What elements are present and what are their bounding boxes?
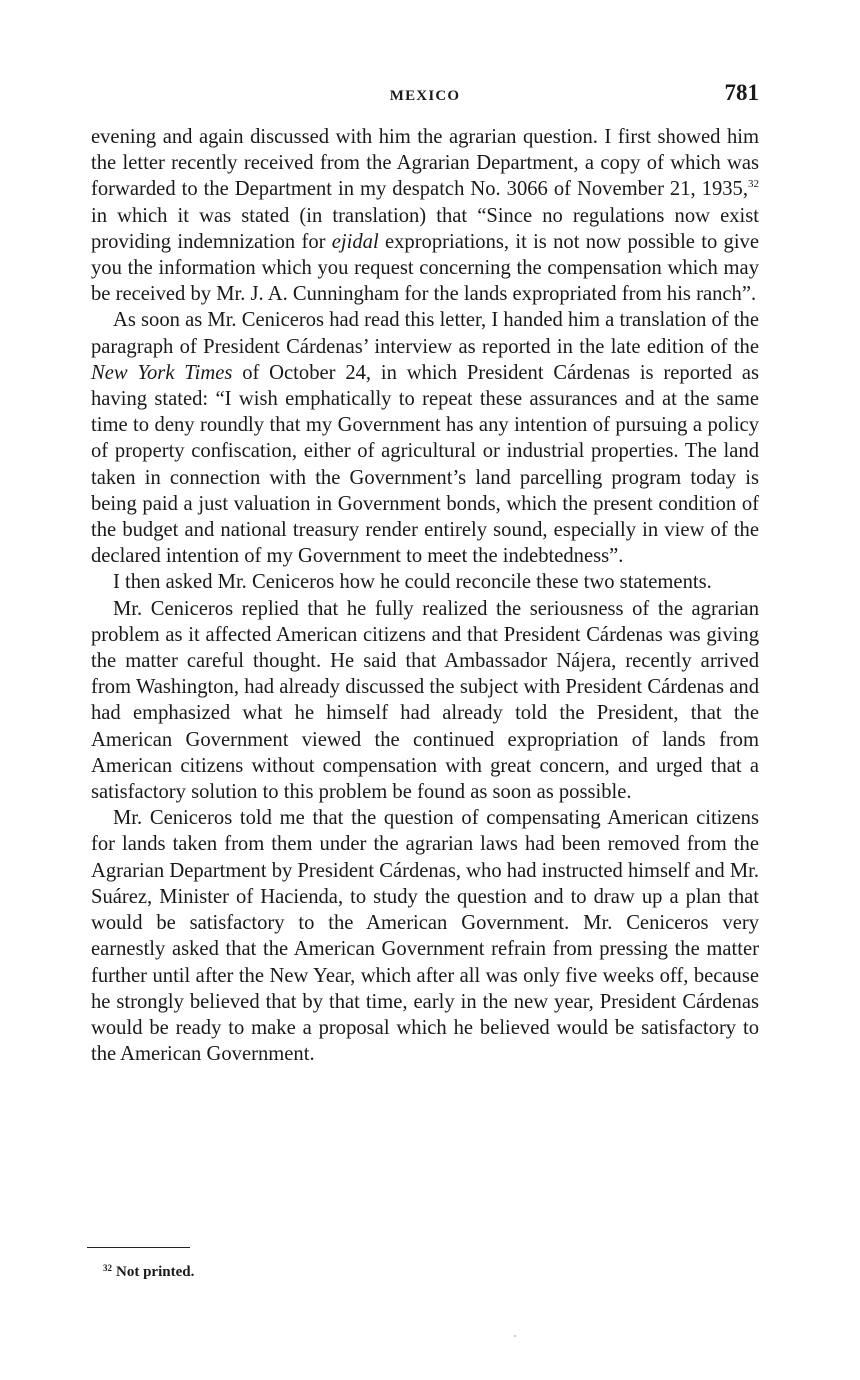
footnote-rule [87, 1247, 190, 1248]
text-run: I then asked Mr. Ceniceros how he could reconcile these two statements. [113, 571, 712, 594]
text-run: of October 24, in which President Cárdenas is reported as having stated: “I wish emphatically to repeat these assurances and at the same time to deny roundly that my Government has any intention of pursuing a policy of property confiscation, either of agricultural or industrial properties. The land taken in connection with the Government’s land parcelling program today is being paid a just valuation in Government bonds, which the present condition of the budget and national treasury render entirely sound, especially in view of the declared intention of my Government to meet the indebtedness”. [91, 361, 759, 568]
scan-speck [514, 1335, 516, 1337]
italic-text: New York Times [91, 361, 233, 384]
paragraph-4 [91, 596, 759, 806]
paragraph-5 [91, 805, 759, 1067]
running-head [91, 80, 759, 112]
paragraph-1 [91, 124, 759, 307]
text-run: expropriations, it is not now possible to give you the information which you request concerning the compensation which may be received by Mr. J. A. Cunningham for the lands expropriated from his ranch”. [91, 230, 759, 306]
footnote-reference: 32 [748, 178, 759, 191]
body-text [91, 124, 759, 1067]
text-run: in which it was stated (in translation) that “Since no regulations now exist providing indemnization for [91, 204, 759, 253]
text-run: Mr. Ceniceros told me that the question of compensating American citizens for lands taken from them under the agrarian laws had been removed from the Agrarian Department by President Cárdenas, who had instructed himself and Mr. Suárez, Minister of Hacienda, to study the question and to draw up a plan that would be satisfactory to the American Government. Mr. Ceniceros very earnestly asked that the American Government refrain from pressing the matter further until after the New Year, which after all was only five weeks off, because he strongly believed that by that time, early in the new year, President Cárdenas would be ready to make a proposal which he believed would be satisfactory to the American Government. [91, 807, 759, 1066]
page-number: 781 [724, 80, 759, 105]
paragraph-2 [91, 307, 759, 569]
text-run: As soon as Mr. Ceniceros had read this letter, I handed him a translation of the paragraph of President Cárdenas’ interview as reported in the late edition of the [91, 309, 759, 358]
footnote-text: Not printed. [116, 1264, 195, 1280]
footnote [103, 1264, 194, 1281]
running-title: MEXICO [389, 88, 461, 104]
text-run: Mr. Ceniceros replied that he fully realized the seriousness of the agrarian problem as it affected American citizens and that President Cárdenas was giving the matter careful thought. He said that Ambassador Nájera, recently arrived from Washington, had already discussed the subject with President Cárdenas and had emphasized what he himself had already told the President, that the American Government viewed the continued expropriation of lands from American citizens without compensation with great concern, and urged that a satisfactory solution to this problem be found as soon as possible. [91, 597, 759, 804]
footnote-marker: 32 [103, 1263, 112, 1273]
paragraph-3 [91, 569, 759, 595]
italic-text: ejidal [331, 230, 379, 253]
text-run: evening and again discussed with him the agrarian question. I first showed him the letter recently received from the Agrarian Department, a copy of which was forwarded to the Department in my despatch No. 3066 of November 21, 1935, [91, 126, 759, 201]
